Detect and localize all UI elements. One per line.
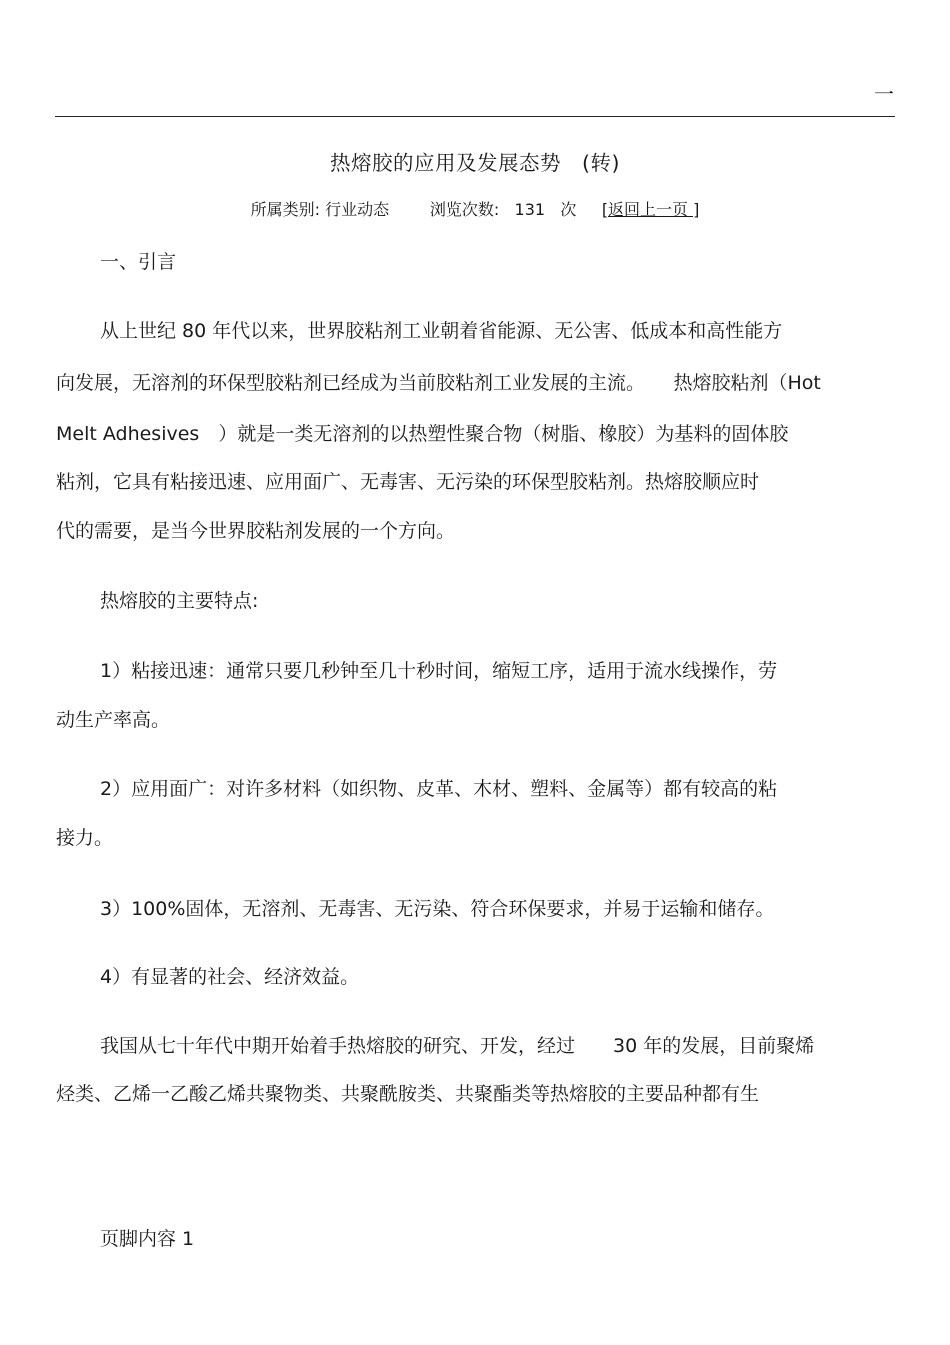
- views-unit: 次: [560, 200, 577, 219]
- intro-line-2: 向发展，无溶剂的环保型胶粘剂已经成为当前胶粘剂工业发展的主流。 热熔胶粘剂（Hot: [56, 372, 821, 394]
- china-line-1: 我国从七十年代中期开始着手热熔胶的研究、开发，经过 30 年的发展，目前聚烯: [100, 1035, 815, 1057]
- feature-2-line-1: 2）应用面广：对许多材料（如织物、皮革、木材、塑料、金属等）都有较高的粘: [100, 778, 778, 800]
- feature-1-line-2: 动生产率高。: [56, 709, 171, 731]
- article-meta: [0, 197, 950, 220]
- views-label: 浏览次数:: [429, 200, 500, 219]
- category-value: 行业动态: [325, 200, 390, 219]
- header-rule: [55, 116, 895, 117]
- header-mark: 一: [874, 82, 894, 106]
- feature-1-line-1: 1）粘接迅速：通常只要几秒钟至几十秒时间，缩短工序，适用于流水线操作，劳: [100, 660, 778, 682]
- intro-line-3: Melt Adhesives ）就是一类无溶剂的以热塑性聚合物（树脂、橡胶）为基料的固体胶: [56, 423, 789, 445]
- china-line-2: 烃类、乙烯一乙酸乙烯共聚物类、共聚酰胺类、共聚酯类等热熔胶的主要品种都有生: [56, 1083, 760, 1105]
- intro-line-5: 代的需要，是当今世界胶粘剂发展的一个方向。: [56, 520, 456, 542]
- section-heading-intro: 一、引言: [100, 251, 177, 273]
- intro-line-4: 粘剂，它具有粘接迅速、应用面广、无毒害、无污染的环保型胶粘剂。热熔胶顺应时: [56, 471, 760, 493]
- category-label: 所属类别:: [250, 200, 321, 219]
- feature-4: 4）有显著的社会、经济效益。: [100, 966, 360, 988]
- feature-2-line-2: 接力。: [56, 827, 114, 849]
- features-heading: 热熔胶的主要特点:: [100, 590, 259, 612]
- feature-3: 3）100%固体，无溶剂、无毒害、无污染、符合环保要求，并易于运输和储存。: [100, 898, 775, 920]
- page-footer: 页脚内容 1: [100, 1228, 195, 1250]
- intro-line-1: 从上世纪 80 年代以来，世界胶粘剂工业朝着省能源、无公害、低成本和高性能方: [100, 320, 783, 342]
- views-count: 131: [514, 200, 546, 219]
- back-link[interactable]: [返回上一页 ]: [601, 200, 700, 219]
- page-title: 热熔胶的应用及发展态势 (转): [330, 151, 620, 175]
